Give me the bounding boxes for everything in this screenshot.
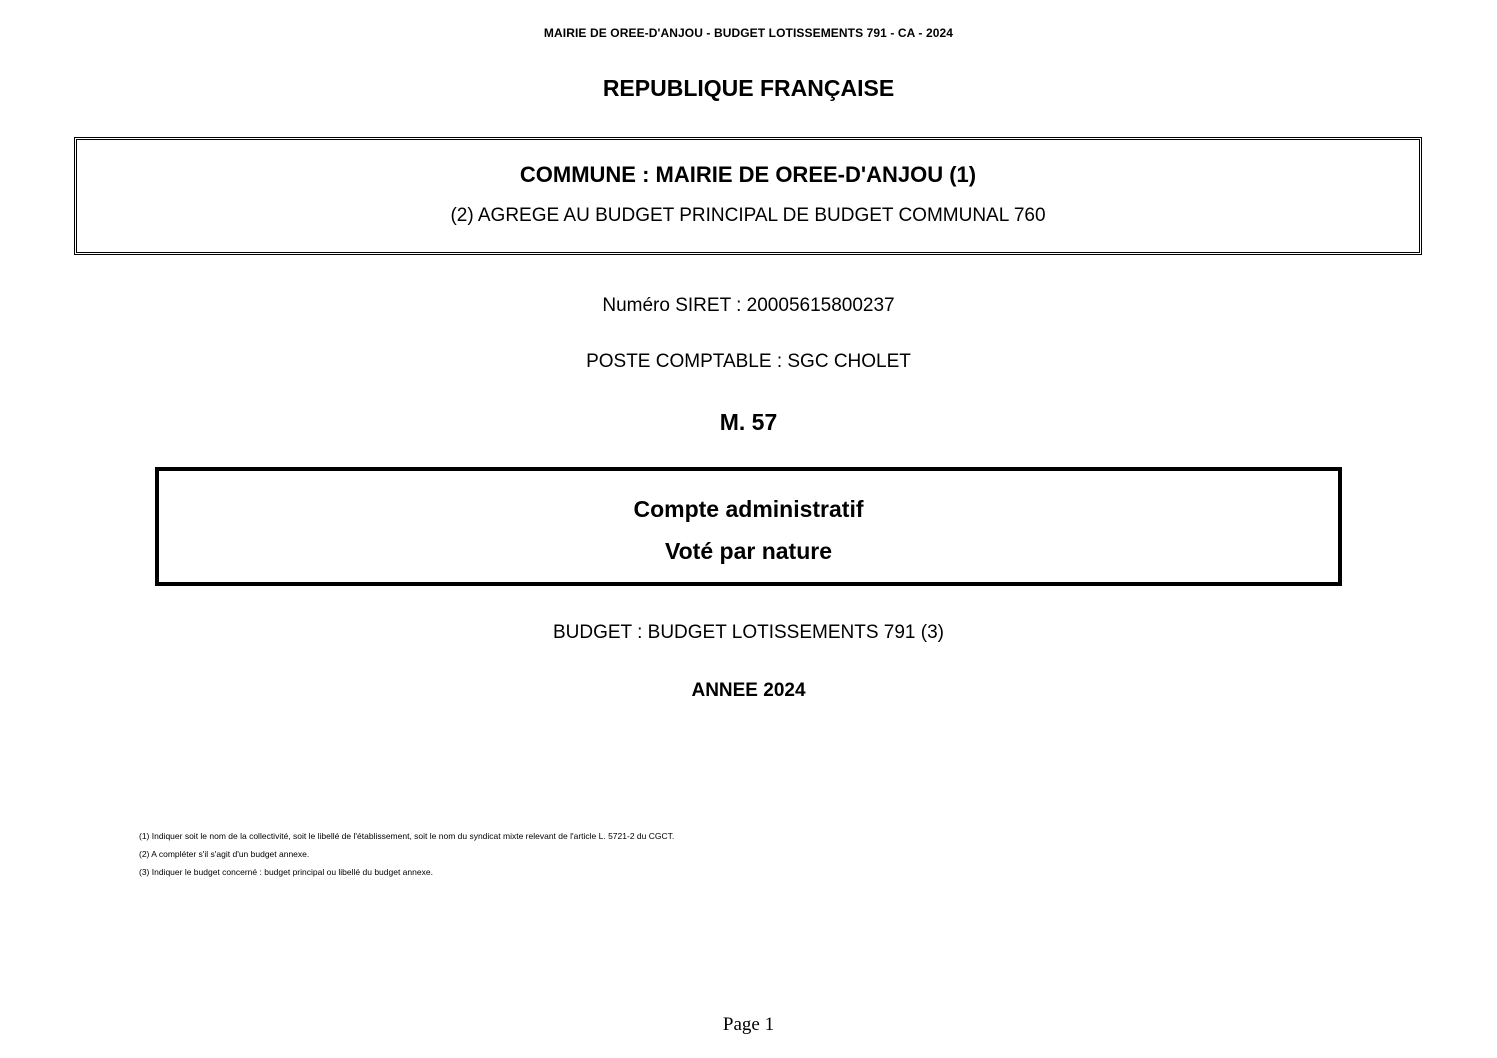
budget-label: BUDGET : BUDGET LOTISSEMENTS 791 (3) [552,622,944,643]
footnotes [139,827,1039,881]
footnote-2: (2) A compléter s'il s'agit d'un budget annexe. [139,849,310,859]
vote-par-nature-subtitle: Voté par nature [665,538,832,564]
commune-subtitle: (2) AGREGE AU BUDGET PRINCIPAL DE BUDGET COMMUNAL 760 [450,205,1046,226]
commune-box [74,137,1422,255]
nomenclature-label: M. 57 [719,409,778,435]
poste-comptable: POSTE COMPTABLE : SGC CHOLET [586,351,911,372]
compte-administratif-title: Compte administratif [633,496,864,522]
page-number: Page 1 [722,1014,775,1035]
document-header-title: MAIRIE DE OREE-D'ANJOU - BUDGET LOTISSEMENTS 791 - CA - 2024 [543,26,954,40]
footnote-3: (3) Indiquer le budget concerné : budget principal ou libellé du budget annexe. [139,867,433,877]
commune-title: COMMUNE : MAIRIE DE OREE-D'ANJOU (1) [519,162,977,187]
footnote-1: (1) Indiquer soit le nom de la collectivité, soit le libellé de l'établissement, soit le nom du syndicat mixte relevant de l'article L. 5721-2 du CGCT. [139,831,675,841]
republic-heading: REPUBLIQUE FRANÇAISE [602,75,895,101]
siret-number: Numéro SIRET : 20005615800237 [602,295,895,316]
compte-administratif-box [155,467,1342,586]
annee-label: ANNEE 2024 [691,680,806,701]
